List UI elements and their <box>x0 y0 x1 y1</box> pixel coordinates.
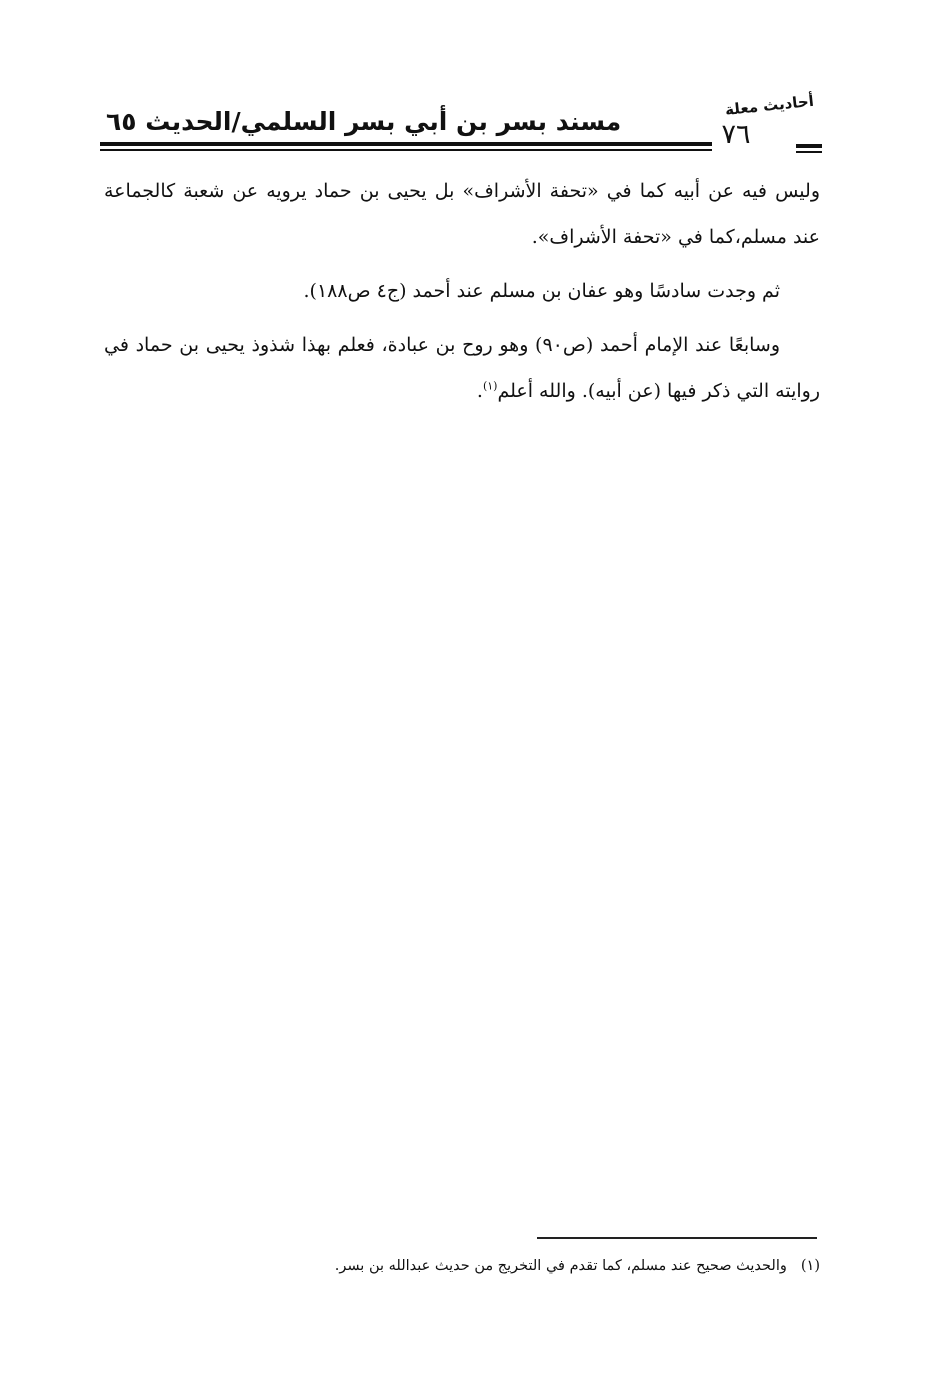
footnote-separator <box>537 1237 817 1239</box>
page-header <box>100 91 822 156</box>
body-text <box>104 168 820 414</box>
footnote-reference: (١) <box>482 379 498 393</box>
paragraph-2: ثم وجدت سادسًا وهو عفان بن مسلم عند أحمد (ج٤ ص١٨٨). <box>303 280 780 302</box>
page-number-rule-thin <box>796 151 822 153</box>
footnote-text: والحديث صحيح عند مسلم، كما تقدم في التخريج من حديث عبدالله بن بسر. <box>334 1258 787 1274</box>
book-title-mark: أحاديث معلة <box>724 91 815 119</box>
page-number-rule-thick <box>796 144 822 148</box>
header-rule-thin <box>100 149 712 151</box>
paragraph-3-end: . <box>476 380 483 402</box>
paragraph-1: وليس فيه عن أبيه كما في «تحفة الأشراف» بل يحيى بن حماد يرويه عن شعبة كالجماعة عند مسلم،كما في «تحفة الأشراف». <box>104 180 820 248</box>
page-number: ٧٦ <box>721 119 751 150</box>
running-title: مسند بسر بن أبي بسر السلمي/الحديث ٦٥ <box>106 107 622 136</box>
paragraph-3 <box>104 322 820 414</box>
header-rule-thick <box>100 142 712 146</box>
footnote <box>150 1252 820 1280</box>
footnote-number: (١) <box>800 1258 820 1274</box>
paragraph-3-text: وسابعًا عند الإمام أحمد (ص٩٠) وهو روح بن عبادة، فعلم بهذا شذوذ يحيى بن حماد في روايته التي ذكر فيها (عن أبيه). والله أعلم <box>104 334 820 402</box>
